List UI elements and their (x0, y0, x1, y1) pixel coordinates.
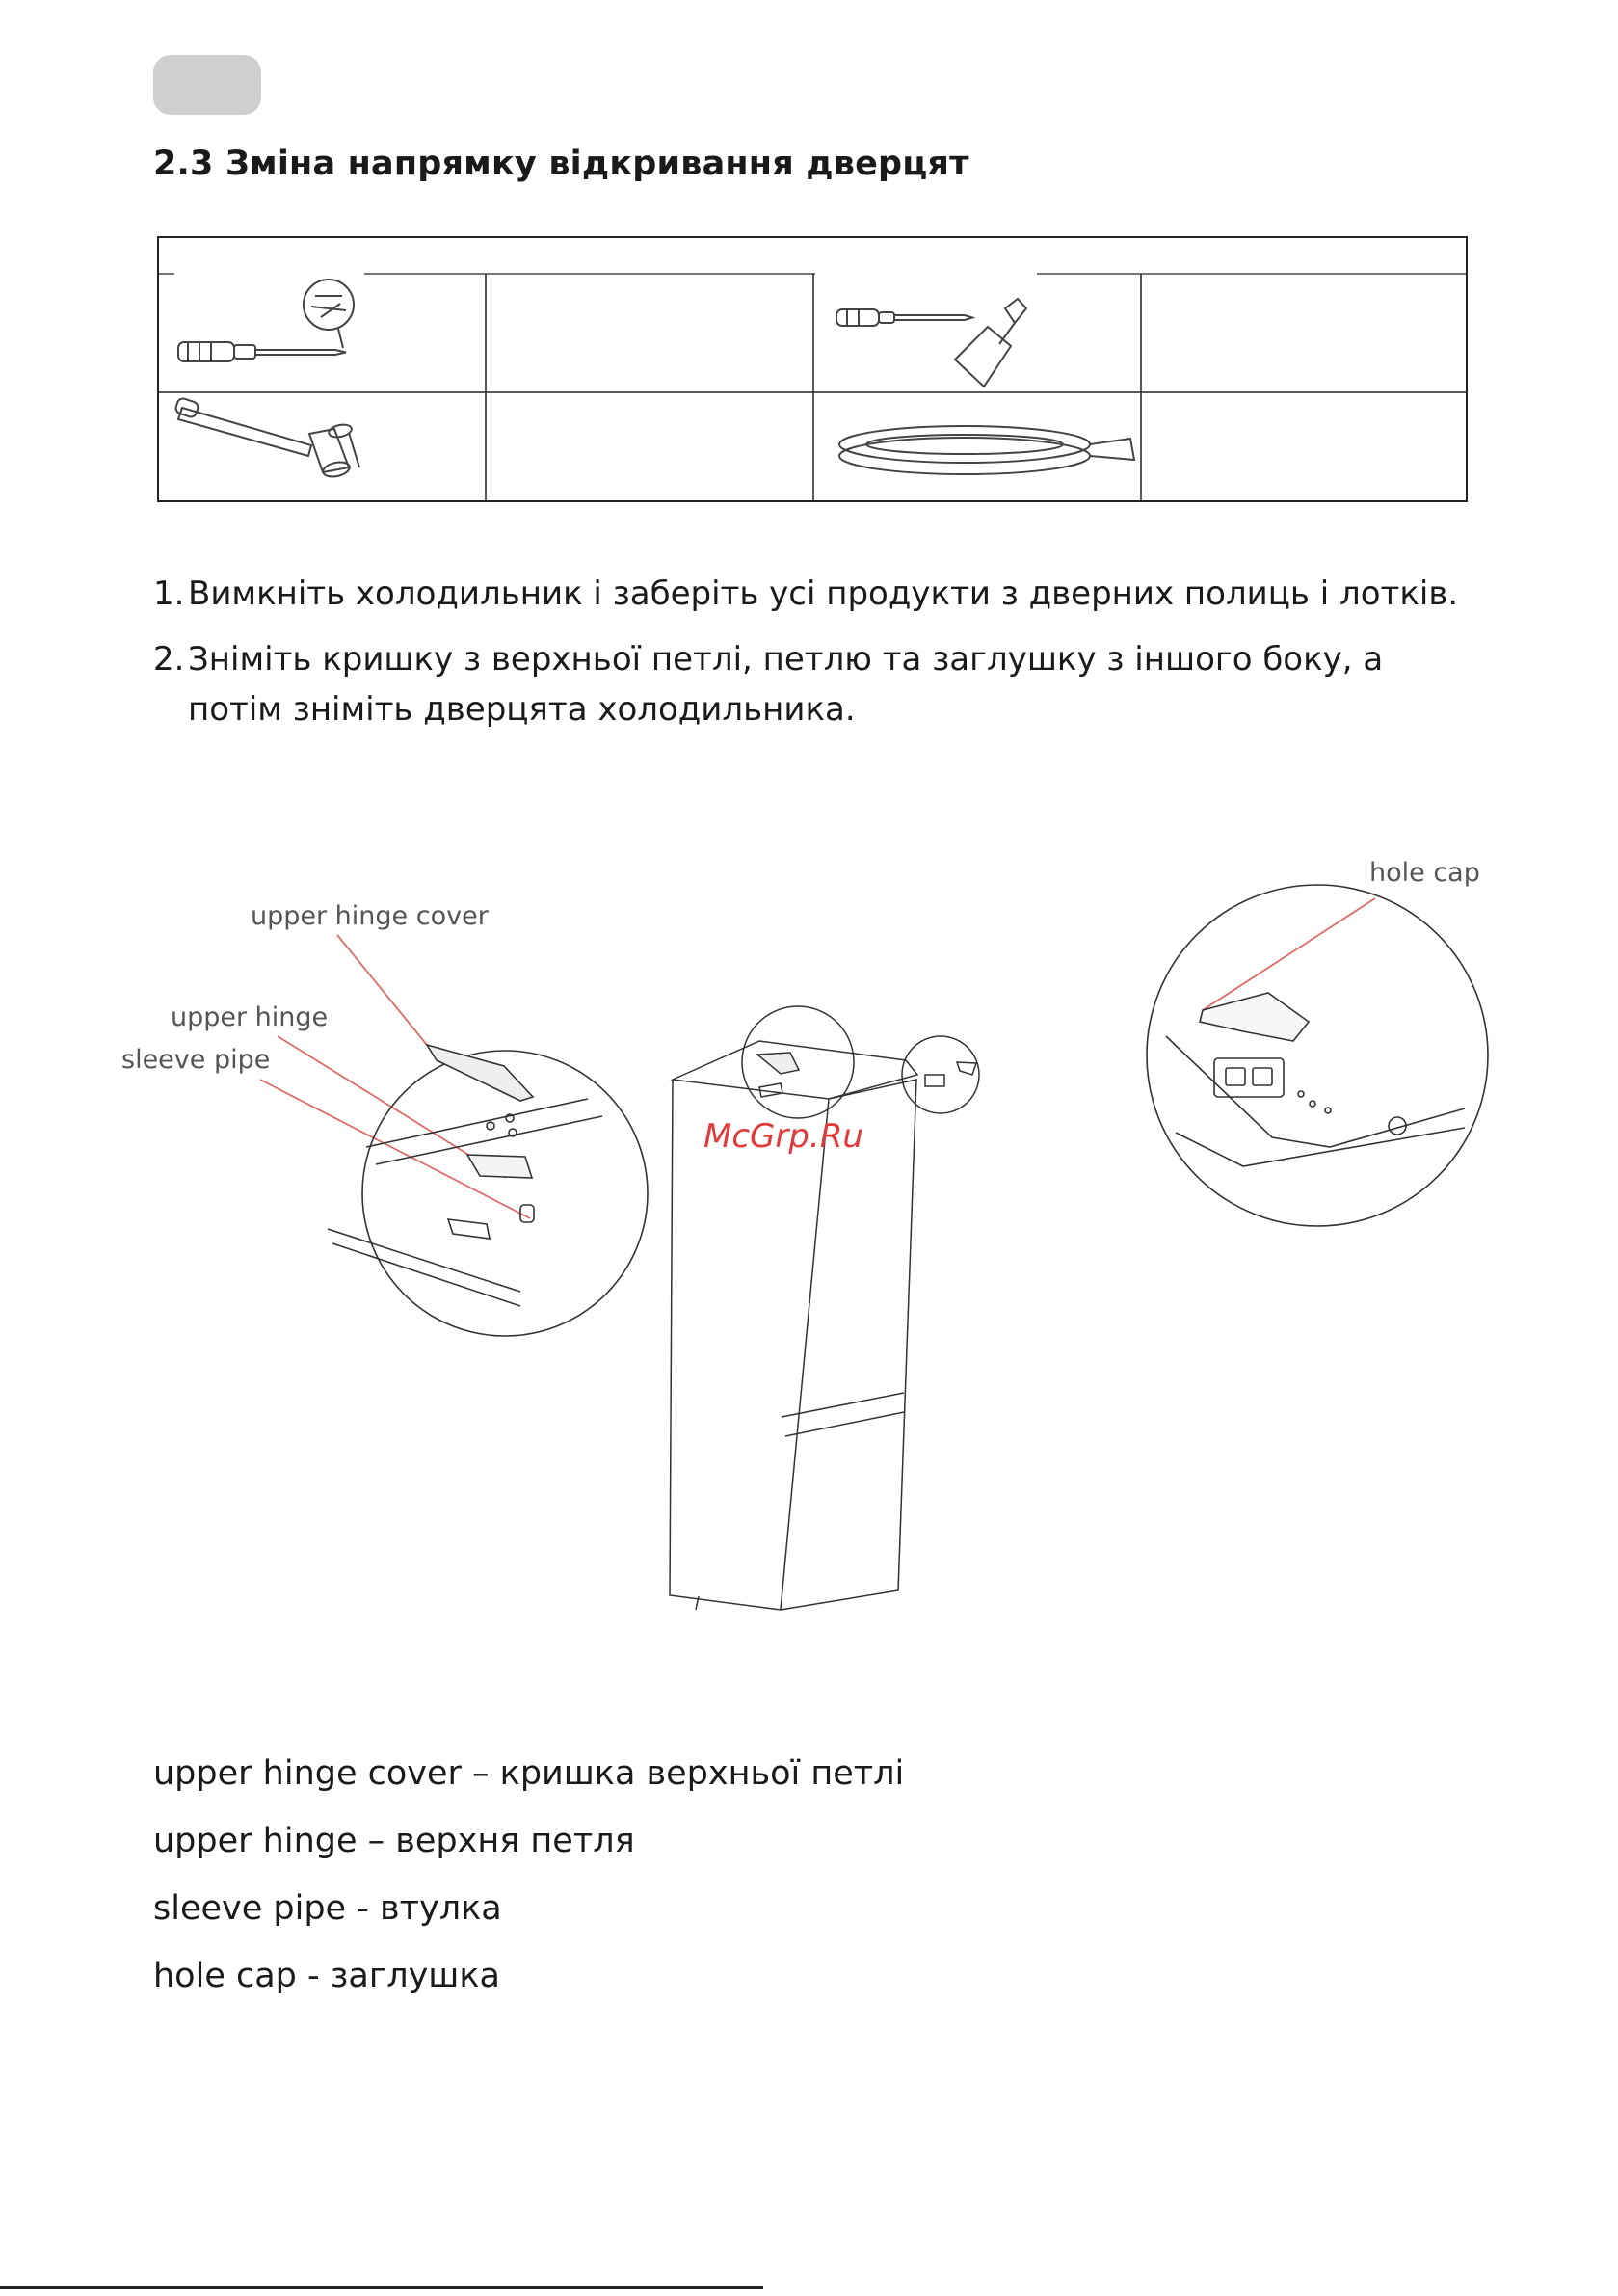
figure-legend (153, 1740, 904, 2010)
door-reversal-figure (116, 839, 1503, 1648)
legend-item: hole cap - заглушка (153, 1957, 500, 1995)
left-detail-circle (328, 1045, 648, 1336)
legend-item: upper hinge – верхня петля (153, 1822, 635, 1860)
page-number-tab (153, 55, 261, 115)
section-title: 2.3 Зміна напрямку відкривання дверцят (153, 145, 969, 183)
fridge-body (670, 1006, 979, 1610)
step-text: Вимкніть холодильник і заберіть усі продукти з дверних полиць і лотків. (188, 574, 1459, 613)
tape-icon (839, 426, 1134, 474)
step-number: 2. (153, 640, 185, 679)
watermark-text: McGrp.Ru (703, 1117, 863, 1156)
label-upper-hinge-cover: upper hinge cover (251, 901, 489, 931)
legend-item: sleeve pipe - втулка (153, 1889, 502, 1928)
instruction-steps (153, 569, 1483, 750)
step-number: 1. (153, 574, 185, 613)
leader-lines (260, 898, 1375, 1218)
label-upper-hinge: upper hinge (171, 1002, 329, 1032)
legend-item: upper hinge cover – кришка верхньої петлі (153, 1754, 905, 1793)
putty-knife-icon (836, 299, 1026, 387)
hammer-icon (174, 397, 359, 479)
step-item (153, 569, 1483, 619)
footer-rule (0, 2286, 763, 2289)
fridge-diagram (116, 839, 1503, 1648)
step-text: Зніміть кришку з верхньої петлі, петлю та заглушку з іншого боку, а потім зніміть дверцята холодильника. (188, 640, 1384, 729)
label-sleeve-pipe: sleeve pipe (121, 1045, 271, 1075)
tools-table-grid (157, 236, 1468, 502)
tools-table (157, 236, 1468, 502)
step-item (153, 634, 1483, 734)
label-hole-cap: hole cap (1369, 858, 1480, 888)
screwdriver-icon (178, 280, 354, 361)
